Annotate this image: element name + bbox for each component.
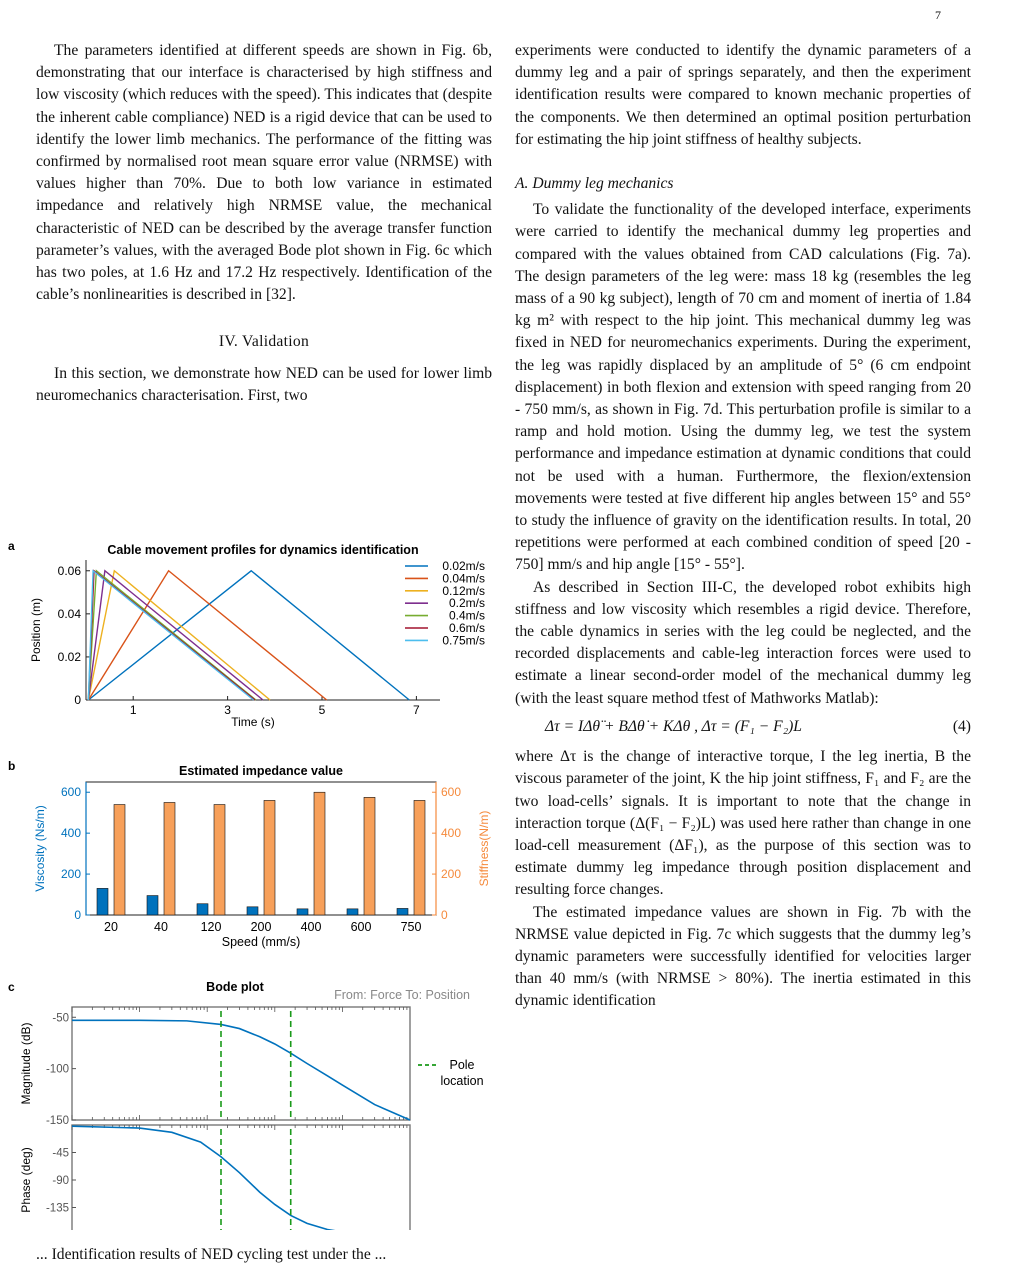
panel-label: c — [8, 980, 15, 994]
phase-axis-label: Phase (deg) — [19, 1147, 33, 1213]
chart-title: Estimated impedance value — [179, 764, 343, 778]
paragraph: The estimated impedance values are shown in Fig. 7b with the NRMSE value depicted in Fig. 7c which suggests that the dummy leg’s dynamic parameters were successfully identified for velocities larger than 40 mm/s (with NRMSE > 80%). The inertia estimated in this dynamic identification — [515, 903, 971, 1010]
x-tick-label: 7 — [413, 703, 420, 717]
page-number: 7 — [935, 8, 941, 22]
figure-6 — [0, 540, 500, 1230]
x-tick-label: 5 — [318, 703, 326, 717]
panel-label: a — [8, 540, 15, 553]
right-axis-label: Stiffness(N/m) — [477, 810, 491, 887]
category-label: 120 — [200, 920, 222, 934]
stiffness-bar — [314, 792, 325, 915]
plot-frame — [86, 782, 436, 915]
left-tail-text: ... Identification results of NED cycling test under the ... — [36, 1246, 387, 1263]
magnitude-axis-label: Magnitude (dB) — [19, 1022, 33, 1105]
legend-label-line2: location — [440, 1074, 484, 1088]
viscosity-bar — [397, 908, 408, 915]
category-label: 40 — [154, 920, 168, 934]
y-tick-label: 0 — [74, 693, 81, 707]
right-tick-label: 200 — [441, 867, 462, 882]
phase-tick-label: -45 — [52, 1147, 69, 1160]
legend-label: 0.02m/s — [442, 559, 485, 573]
category-label: 200 — [250, 920, 272, 934]
series-line — [88, 571, 409, 700]
legend-label: 0.04m/s — [442, 571, 485, 586]
phase-curve — [72, 1126, 410, 1230]
left-tick-label: 400 — [60, 826, 81, 841]
viscosity-bar — [147, 896, 158, 915]
y-tick-label: 0.02 — [57, 649, 81, 664]
y-tick-label: 0.06 — [57, 563, 81, 578]
legend-label: 0.75m/s — [442, 633, 485, 648]
legend-label: 0.4m/s — [448, 608, 485, 623]
stiffness-bar — [264, 800, 275, 915]
paragraph: where Δτ is the change of interactive torque, I the leg inertia, B the viscous parameter of the joint, K the hip joint stiffness, F₁ and F₂ are the two load-cells’ signals. It is important to note that the change in interaction torque (Δ(F₁ − F₂)L) was used here rather than change in one load-cell measurement (ΔF₁), as the purpose of this section was to estimate dummy leg impedance through position displacement and resulting force changes. — [515, 748, 971, 899]
right-tick-label: 0 — [441, 908, 448, 922]
phase-tick-label: -90 — [52, 1175, 69, 1187]
legend-label: 0.12m/s — [442, 583, 485, 598]
category-label: 750 — [400, 920, 422, 934]
legend-label: 0.2m/s — [448, 596, 485, 611]
panel-c — [8, 980, 484, 1230]
viscosity-bar — [297, 909, 308, 915]
phase-tick-label: -135 — [45, 1202, 69, 1215]
right-tick-label: 600 — [441, 785, 462, 800]
left-tick-label: 600 — [60, 785, 81, 800]
legend-label-line1: Pole — [449, 1058, 475, 1072]
panel-a — [8, 540, 485, 729]
category-label: 20 — [104, 920, 118, 934]
x-axis-label: Speed (mm/s) — [221, 935, 301, 949]
paragraph: experiments were conducted to identify the dynamic parameters of a dummy leg and a pair of springs separately, and then the experiment identification results were compared to known mechanic properties of the components. We then determined an optimal position perturbation for estimating the hip joint stiffness of healthy subjects. — [515, 42, 971, 148]
magnitude-curve — [72, 1020, 410, 1120]
magnitude-tick-label: -50 — [52, 1012, 69, 1025]
equation-4 — [515, 710, 971, 746]
viscosity-bar — [347, 909, 358, 915]
paragraph: As described in Section III-C, the developed robot exhibits high stiffness and low viscosity which resembles a rigid device. Therefore, the cable dynamics in series with the leg could be neglected, and the recorded displacements and cable-leg interaction forces were used to estimate a linear second-order model of the mechanical dummy leg (with the least square method tfest of Mathworks Matlab): — [515, 578, 971, 707]
viscosity-bar — [197, 904, 208, 915]
magnitude-tick-label: -100 — [45, 1063, 69, 1076]
x-tick-label: 1 — [129, 703, 137, 717]
subsection-heading: A. Dummy leg mechanics — [515, 175, 674, 193]
category-label: 600 — [350, 920, 372, 934]
equation-number: (4) — [952, 717, 971, 735]
left-column — [36, 40, 492, 407]
right-tick-label: 400 — [441, 826, 462, 841]
chart-title: Bode plot — [206, 980, 264, 994]
left-tick-label: 0 — [74, 908, 81, 922]
left-tick-label: 200 — [60, 867, 81, 882]
legend-label: 0.6m/s — [448, 621, 485, 635]
phase-frame — [72, 1125, 410, 1230]
stiffness-bar — [364, 797, 375, 915]
category-label: 400 — [300, 920, 322, 934]
section-heading: IV. Validation — [218, 333, 310, 351]
panel-b — [8, 759, 491, 949]
y-tick-label: 0.04 — [57, 606, 81, 621]
left-axis-label: Viscosity (Ns/m) — [33, 805, 47, 892]
magnitude-tick-label: -150 — [45, 1115, 69, 1127]
series-line — [88, 571, 326, 700]
stiffness-bar — [164, 802, 175, 915]
right-column — [515, 40, 971, 1013]
x-tick-label: 3 — [224, 703, 231, 717]
equation-body: Δτ = IΔθ̈ + BΔθ̇ + KΔθ , Δτ = (F₁ − F₂)L — [545, 717, 802, 735]
stiffness-bar — [414, 800, 425, 915]
magnitude-frame — [72, 1007, 410, 1120]
viscosity-bar — [247, 907, 258, 915]
chart-title: Cable movement profiles for dynamics identification — [107, 543, 419, 557]
x-axis-label: Time (s) — [231, 715, 275, 729]
y-axis-label: Position (m) — [29, 597, 43, 663]
series-line — [88, 571, 270, 700]
stiffness-bar — [114, 805, 125, 915]
panel-label: b — [8, 759, 16, 773]
stiffness-bar — [214, 805, 225, 915]
section-intro: In this section, we demonstrate how NED can be used for lower limb neuromechanics characterisation. First, two — [36, 364, 492, 404]
chart-subtitle: From: Force To: Position — [334, 988, 470, 1002]
viscosity-bar — [97, 888, 108, 915]
paragraph: To validate the functionality of the developed interface, experiments were carried to identify the mechanical dummy leg properties and compared with the values obtained from CAD calculations (Fig. 7a). The design parameters of the leg were: mass 18 kg (resembles the leg mass of a 90 kg subject), length of 70 cm and moment of inertia of 1.84 kg m² with respect to the hip joint. This mechanical dummy leg was fixed in NED for neuromechanics experiments. During the experiment, the leg was rapidly displaced by an amplitude of 5° (6 cm endpoint displacement) in both flexion and extension with speed ranging from 20 - 750 mm/s, as shown in Fig. 7d. This perturbation profile is similar to a ramp and hold motion. Using the dummy leg, we test the system performance and impedance estimation at dynamic conditions that could not be used with a human. Furthermore, the flexion/extension movements were tested at five different hip angles between 15° and 55° to study the influence of gravity on the identification results. In total, 20 repetitions were performed at each combined condition of speed [20 - 750] mm/s and hip angle [15° - 55°]. — [515, 201, 971, 574]
paragraph: The parameters identified at different speeds are shown in Fig. 6b, demonstrating that our interface is characterised by high stiffness and low viscosity (which reduces with the speed). This indicates that (despite the inherent cable compliance) NED is a rigid device that can be used to identify the lower limb mechanics. The performance of the fitting was confirmed by normalised root mean square error value (NRMSE) with values higher than 70%. Due to both low variance in estimated impedance and relatively high NRMSE value, the mechanical characteristic of NED can be described by the average transfer function parameter’s values, with the averaged Bode plot shown in Fig. 6c which has two poles, at 1.6 Hz and 17.2 Hz respectively. Identification of the cable’s nonlinearities is described in [32]. — [36, 42, 492, 304]
